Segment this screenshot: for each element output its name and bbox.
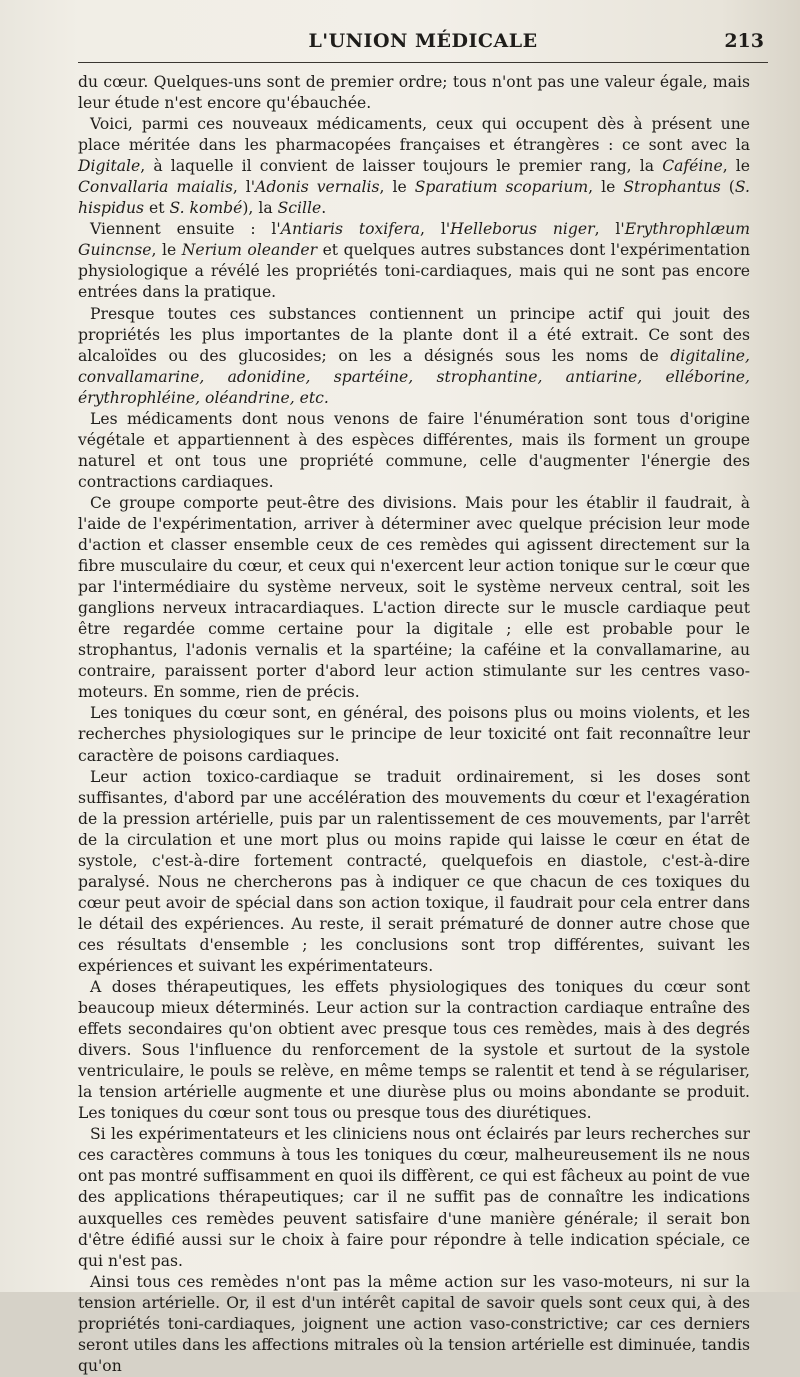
paragraph: Leur action toxico-cardiaque se traduit ordinairement, si les doses sont suffisantes, d'abord par une accélération des mouvements du cœur et l'exagération de la pression artérielle, puis par un ralentissement de ces mouvements, par l'arrêt de la circulation et une mort plus ou moins rapide qui laisse le cœur en état de systole, c'est-à-dire fortement contracté, quelquefois en diastole, c'est-à-dire paralysé. Nous ne chercherons pas à indiquer ce que chacun de ces toxiques du cœur peut avoir de spécial dans son action toxique, il faudrait pour cela entrer dans le détail des expériences. Au reste, il serait prématuré de donner autre chose que ces résultats d'ensemble ; les conclusions sont trop différentes, suivant les expériences et suivant les expérimentateurs.: [78, 767, 750, 975]
page-header: [78, 28, 768, 63]
italic-term: Sparatium scoparium: [414, 178, 589, 197]
italic-term: S. hispidus: [78, 178, 750, 218]
paragraph: Viennent ensuite : l'Antiaris toxifera, l'Helleborus niger, l'Erythrophlæum Guincnse, le Nerium oleander et quelques autres substances dont l'expérimentation physiologique a révélé les propriétés toni-cardiaques, mais qui ne sont pas encore entrées dans la pratique.: [78, 220, 750, 302]
italic-term: Adonis vernalis: [255, 178, 380, 197]
italic-term: Convallaria maialis: [78, 178, 233, 197]
paragraph: Ainsi tous ces remèdes n'ont pas la même action sur les vaso-moteurs, ni sur la tension artérielle. Or, il est d'un intérêt capital de savoir quels sont ceux qui, à des propriétés toni-cardiaques, joignent une action vaso-constrictive; car ces derniers seront utiles dans les affections mitrales où la tension artérielle est diminuée, tandis qu'on: [78, 1272, 750, 1375]
italic-term: Erythrophlæum Guincnse: [78, 220, 750, 260]
paragraph: Les toniques du cœur sont, en général, des poisons plus ou moins violents, et les recherches physiologiques sur le principe de leur toxicité ont fait reconnaître leur caractère de poisons cardiaques.: [78, 704, 750, 765]
paragraph: Si les expérimentateurs et les cliniciens nous ont éclairés par leurs recherches sur ces caractères communs à tous les toniques du cœur, malheureusement ils ne nous ont pas montré suffisamment en quoi ils diffèrent, ce qui est fâcheux au point de vue des applications thérapeutiques; car il ne suffit pas de connaître les indications auxquelles ces remèdes peuvent satisfaire d'une manière générale; il serait bon d'être édifié aussi sur le choix à faire pour répondre à telle indication spéciale, ce qui n'est pas.: [78, 1125, 750, 1270]
paragraph: du cœur. Quelques-uns sont de premier ordre; tous n'ont pas une valeur égale, mais leur étude n'est encore qu'ébauchée.: [78, 73, 750, 113]
italic-term: Strophantus: [623, 178, 721, 197]
paragraph: Presque toutes ces substances contiennent un principe actif qui jouit des propriétés les plus importantes de la plante dont il a été extrait. Ce sont des alcaloïdes ou des glucosides; on les a désignés sous les noms de digitaline, convallamarine, adonidine, spartéine, strophantine, antiarine, elléborine, érythrophléine, oléandrine, etc.: [78, 304, 750, 407]
paragraph: Ce groupe comporte peut-être des divisions. Mais pour les établir il faudrait, à l'aide de l'expérimentation, arriver à déterminer avec quelque précision leur mode d'action et classer ensemble ceux de ces remèdes qui agissent directement sur la fibre musculaire du cœur, et ceux qui n'exercent leur action tonique sur le cœur que par l'intermédiaire du système nerveux, soit le système nerveux central, soit les ganglions nerveux intracardiaques. L'action directe sur le muscle cardiaque peut être regardée comme certaine pour la digitale ; elle est probable pour le strophantus, l'adonis vernalis et la spartéine; la caféine et la convallamarine, au contraire, paraissent porter d'abord leur action stimulante sur les centres vaso-moteurs. En somme, rien de précis.: [78, 493, 750, 702]
italic-term: Scille: [277, 199, 322, 218]
italic-term: digitaline, convallamarine, adonidine, spartéine, strophantine, antiarine, elléborine, érythrophléine, oléandrine, etc.: [78, 346, 750, 407]
running-title: L'UNION MÉDICALE: [308, 30, 538, 52]
italic-term: Nerium oleander: [181, 241, 318, 260]
paragraph: A doses thérapeutiques, les effets physiologiques des toniques du cœur sont beaucoup mieux déterminés. Leur action sur la contraction cardiaque entraîne des effets secondaires qu'on obtient avec presque tous ces remèdes, mais à des degrés divers. Sous l'influence du renforcement de la systole et surtout de la systole ventriculaire, le pouls se relève, en même temps se ralentit et tend à se régulariser, la tension artérielle augmente et une diurèse plus ou moins abondante se produit. Les toniques du cœur sont tous ou presque tous des diurétiques.: [78, 978, 750, 1123]
italic-term: Antiaris toxifera: [280, 220, 421, 239]
italic-term: Helleborus niger: [450, 220, 595, 239]
italic-term: Digitale: [78, 157, 141, 176]
body-text: [78, 72, 750, 1377]
paragraph: Les médicaments dont nous venons de faire l'énumération sont tous d'origine végétale et appartiennent à des espèces différentes, mais ils forment un groupe naturel et ont tous une propriété commune, celle d'augmenter l'énergie des contractions cardiaques.: [78, 409, 750, 491]
page-number: 213: [724, 30, 764, 52]
italic-term: S. kombé: [169, 199, 243, 218]
paragraph: Voici, parmi ces nouveaux médicaments, ceux qui occupent dès à présent une place méritée dans les pharmacopées françaises et étrangères : ce sont avec la Digitale, à laquelle il convient de laisser toujours le premier rang, la Caféine, le Convallaria maialis, l'Adonis vernalis, le Sparatium scoparium, le Strophantus (S. hispidus et S. kombé), la Scille.: [78, 115, 750, 218]
italic-term: Caféine: [662, 157, 723, 176]
